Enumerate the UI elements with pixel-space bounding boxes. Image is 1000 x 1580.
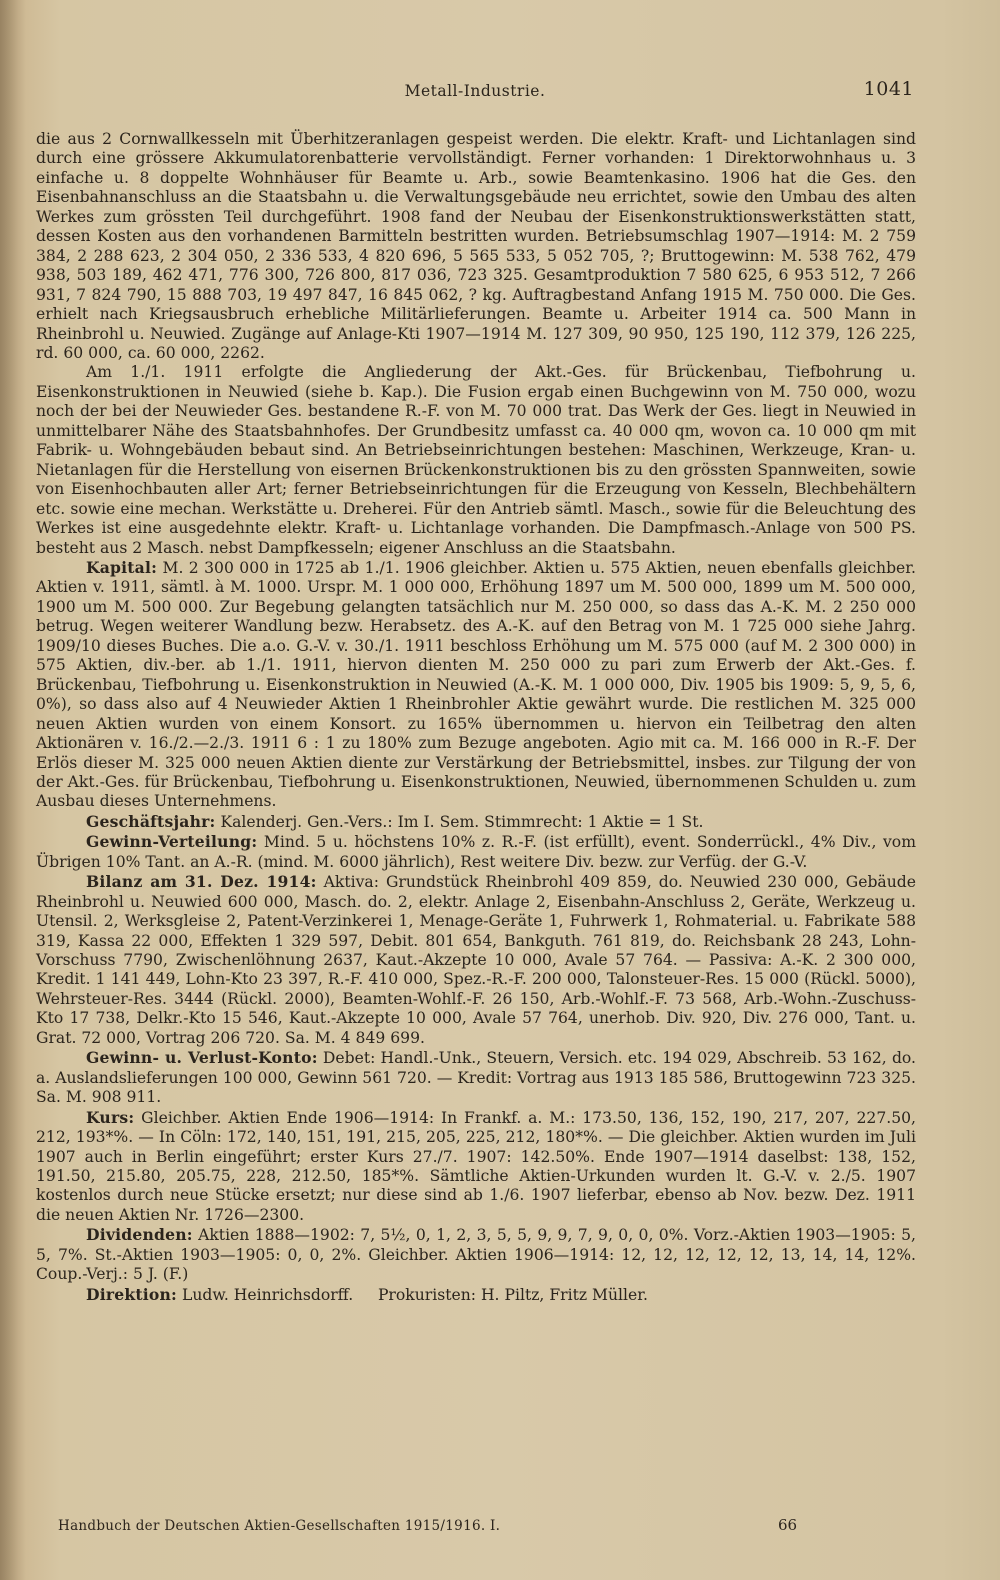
section-label: Dividenden: — [86, 1225, 193, 1245]
section-label: Geschäftsjahr: — [86, 811, 216, 831]
paragraph-text: Ludw. Heinrichsdorff. Prokuristen: H. Piltz, Fritz Müller. — [181, 1285, 648, 1304]
paragraph-text: die aus 2 Cornwallkesseln mit Überhitzeranlagen gespeist werden. Die elektr. Kraft- und Lichtanlagen sind durch eine grössere Akkumulatorenbatterie vervollständigt. Ferner vorhanden: 1 Direktorwohnhaus u. 3 einfache u. 8 doppelte Wohnhäuser für Beamte u. Arb., sowie Beamtenkasino. 1906 hat die Ges. den Eisenbahnanschluss an die Staatsbahn u. die Verwaltungsgebäude neu errichtet, sowie den Umbau des alten Werkes zum grössten Teil durchgeführt. 1908 fand der Neubau der Eisenkonstruktionswerkstätten statt, dessen Kosten aus den vorhandenen Barmitteln bestritten wurden. Betriebsumschlag 1907—1914: M. 2 759 384, 2 288 623, 2 304 050, 2 336 533, 4 820 696, 5 565 533, 5 052 705, ?; Bruttogewinn: M. 538 762, 479 938, 503 189, 462 471, 776 300, 726 800, 817 036, 723 325. Gesamtproduktion 7 580 625, 6 953 512, 7 266 931, 7 824 790, 15 888 703, 19 497 847, 16 845 062, ? kg. Auftragbestand Anfang 1915 M. 750 000. Die Ges. erhielt nach Kriegsausbruch erhebliche Militärlieferungen. Beamte u. Arbeiter 1914 ca. 500 Mann in Rheinbrohl u. Neuwied. Zugänge auf Anlage-Kti 1907—1914 M. 127 309, 90 950, 125 190, 112 379, 126 225, rd. 60 000, ca. 60 000, 2262. — [36, 130, 916, 362]
paragraph-kurs — [36, 1108, 916, 1226]
section-label: Bilanz am 31. Dez. 1914: — [86, 872, 317, 892]
page-edge-shadow — [0, 0, 26, 1580]
section-label: Kurs: — [86, 1107, 135, 1127]
paragraph-kapital — [36, 558, 916, 812]
paragraph-text: Debet: Handl.-Unk., Steuern, Versich. etc. 194 029, Abschreib. 53 162, do. a. Auslandslieferungen 100 000, Gewinn 561 720. — Kredit: Vortrag aus 1913 185 586, Bruttogewinn 723 325. Sa. M. 908 911. — [36, 1049, 917, 1107]
paragraph-geschaeftsjahr — [36, 812, 916, 832]
footer-book-title: Handbuch der Deutschen Aktien-Gesellschaften 1915/1916. I. — [58, 1518, 501, 1534]
paragraph-text: Gleichber. Aktien Ende 1906—1914: In Frankf. a. M.: 173.50, 136, 152, 190, 217, 207, 227.50, 212, 193*%. — In Cöln: 172, 140, 151, 191, 215, 205, 225, 212, 180*%. — Die gleichber. Aktien wurden im Juli 1907 auch in Berlin eingeführt; erster Kurs 27./7. 1907: 142.50%. Ende 1907—1914 daselbst: 138, 152, 191.50, 215.80, 205.75, 228, 212.50, 185*%. Sämtliche Aktien-Urkunden wurden lt. G.-V. v. 2./5. 1907 kostenlos durch neue Stücke ersetzt; nur diese sind ab 1./6. 1907 lieferbar, ebenso ab Nov. bezw. Dez. 1911 die neuen Aktien Nr. 1726—2300. — [36, 1108, 916, 1224]
section-label: Gewinn-Verteilung: — [86, 832, 258, 852]
paragraph-text: Mind. 5 u. höchstens 10% z. R.-F. (ist erfüllt), event. Sonderrückl., 4% Div., vom Übrigen 10% Tant. an A.-R. (mind. M. 6000 jährlich), Rest weitere Div. bezw. zur Verfüg. der G.-V. — [36, 833, 916, 871]
footer-sheet-number: 66 — [778, 1516, 798, 1534]
page-number: 1041 — [863, 78, 914, 100]
page-footer — [58, 1518, 818, 1534]
paragraph-text: Aktien 1888—1902: 7, 5½, 0, 1, 2, 3, 5, 5, 9, 9, 7, 9, 0, 0, 0%. Vorz.-Aktien 1903—1905: 5, 5, 7%. St.-Aktien 1903—1905: 0, 0, 2%. Gleichber. Aktien 1906—1914: 12, 12, 12, 12, 12, 13, 14, 14, 12%. Coup.-Verj.: 5 J. (F.) — [36, 1226, 916, 1284]
paragraph-text: Am 1./1. 1911 erfolgte die Angliederung der Akt.-Ges. für Brückenbau, Tiefbohrung u. Eisenkonstruktionen in Neuwied (siehe b. Kap.). Die Fusion ergab einen Buchgewinn von M. 750 000, wozu noch der bei der Neuwieder Ges. bestandene R.-F. von M. 70 000 trat. Das Werk der Ges. liegt in Neuwied in unmittelbarer Nähe des Staatsbahnhofes. Der Grundbesitz umfasst ca. 40 000 qm, wovon ca. 10 000 qm mit Fabrik- u. Wohngebäuden bebaut sind. An Betriebseinrichtungen bestehen: Maschinen, Werkzeuge, Kran- u. Nietanlagen für die Herstellung von eisernen Brückenkonstruktionen bis zu den grössten Spannweiten, sowie von Eisenhochbauten aller Art; ferner Betriebseinrichtungen für die Erzeugung von Kesseln, Blechbehältern etc. sowie eine mechan. Werkstätte u. Dreherei. Für den Antrieb sämtl. Masch., sowie für die Beleuchtung des Werkes ist eine ausgedehnte elektr. Kraft- u. Lichtanlage vorhanden. Die Dampfmasch.-Anlage von 500 PS. besteht aus 2 Masch. nebst Dampfkesseln; eigener Anschluss an die Staatsbahn. — [36, 363, 916, 557]
section-label: Kapital: — [86, 557, 158, 577]
running-title: Metall-Industrie. — [404, 82, 546, 100]
paragraph-merger — [36, 363, 916, 558]
section-label: Gewinn- u. Verlust-Konto: — [86, 1048, 318, 1068]
paragraph-text: M. 2 300 000 in 1725 ab 1./1. 1906 gleichber. Aktien u. 575 Aktien, neuen ebenfalls gleichber. Aktien v. 1911, sämtl. à M. 1000. Urspr. M. 1 000 000, Erhöhung 1897 um M. 500 000, 1899 um M. 500 000, 1900 um M. 500 000. Zur Begebung gelangten tatsächlich nur M. 250 000, so dass das A.-K. M. 2 250 000 betrug. Wegen weiterer Wandlung bezw. Herabsetz. des A.-K. auf den Betrag von M. 1 725 000 siehe Jahrg. 1909/10 dieses Buches. Die a.o. G.-V. v. 30./1. 1911 beschloss Erhöhung um M. 575 000 (auf M. 2 300 000) in 575 Aktien, div.-ber. ab 1./1. 1911, hiervon dienten M. 250 000 zu pari zum Erwerb der Akt.-Ges. f. Brückenbau, Tiefbohrung u. Eisenkonstruktion in Neuwied (A.-K. M. 1 000 000, Div. 1905 bis 1909: 5, 9, 5, 6, 0%), so dass also auf 4 Neuwieder Aktien 1 Rheinbrohler Aktie gewährt wurde. Die restlichen M. 325 000 neuen Aktien wurden von einem Konsort. zu 165% übernommen u. hiervon ein Teilbetrag den alten Aktionären v. 16./2.—2./3. 1911 6 : 1 zu 180% zum Bezuge angeboten. Agio mit ca. M. 166 000 in R.-F. Der Erlös dieser M. 325 000 neuen Aktien diente zur Verstärkung der Betriebsmittel, insbes. zur Tilgung der von der Akt.-Ges. für Brückenbau, Tiefbohrung u. Eisenkonstruktionen, Neuwied, übernommenen Schulden u. zum Ausbau dieses Unternehmens. — [36, 558, 916, 811]
paragraph-bilanz — [36, 872, 916, 1048]
paragraph-dividenden — [36, 1225, 916, 1284]
paragraph-plant-description — [36, 130, 916, 363]
paragraph-text: Kalenderj. Gen.-Vers.: Im I. Sem. Stimmrecht: 1 Aktie = 1 St. — [220, 812, 704, 831]
section-label: Direktion: — [86, 1284, 178, 1304]
paragraph-text: Aktiva: Grundstück Rheinbrohl 409 859, do. Neuwied 230 000, Gebäude Rheinbrohl u. Neuwied 600 000, Masch. do. 2, elektr. Anlage 2, Eisenbahn-Anschluss 2, Geräte, Werkzeug u. Utensil. 2, Werksgleise 2, Patent-Verzinkerei 1, Menage-Geräte 1, Fuhrwerk 1, Rohmaterial. u. Fabrikate 588 319, Kassa 22 000, Effekten 1 329 597, Debit. 801 654, Bankguth. 761 819, do. Reichsbank 28 243, Lohn-Vorschuss 7790, Zwischenlöhnung 2637, Kaut.-Akzepte 10 000, Avale 57 764. — Passiva: A.-K. 2 300 000, Kredit. 1 141 449, Lohn-Kto 23 397, R.-F. 410 000, Spez.-R.-F. 200 000, Talonsteuer-Res. 15 000 (Rückl. 5000), Wehrsteuer-Res. 3444 (Rückl. 2000), Beamten-Wohlf.-F. 26 150, Arb.-Wohlf.-F. 73 568, Arb.-Wohn.-Zuschuss-Kto 17 738, Delkr.-Kto 15 546, Kaut.-Akzepte 10 000, Avale 57 764, unerhob. Div. 920, Div. 276 000, Tant. u. Grat. 72 000, Vortrag 206 720. Sa. M. 4 849 699. — [36, 873, 916, 1047]
paragraph-gewinn-verteilung — [36, 832, 916, 872]
article-body — [36, 130, 916, 1305]
paragraph-direktion — [36, 1285, 916, 1305]
page-header — [36, 78, 914, 106]
paragraph-gewinn-verlust — [36, 1048, 916, 1107]
